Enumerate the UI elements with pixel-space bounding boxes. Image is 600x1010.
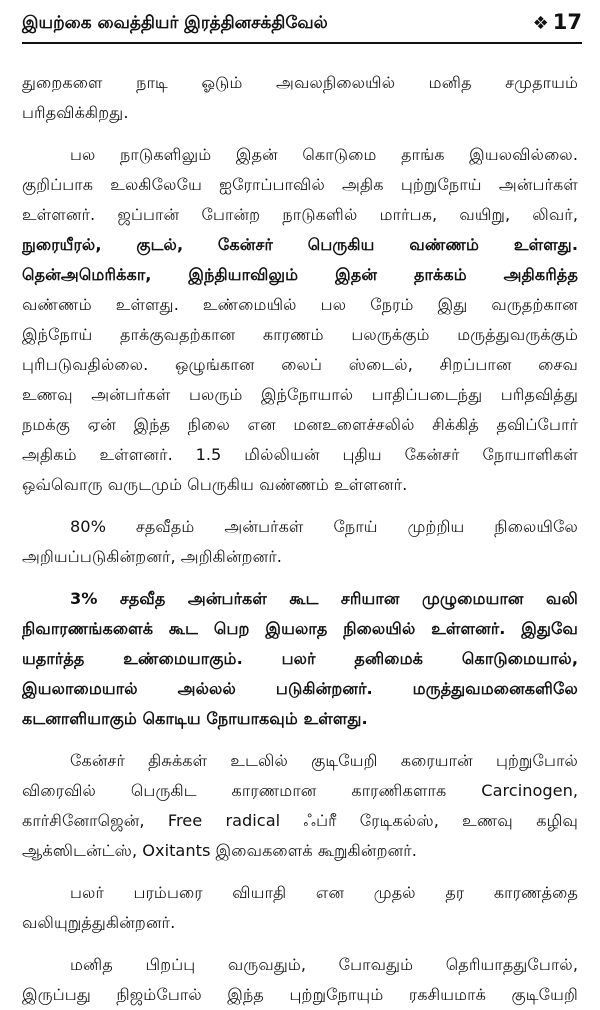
text-line: இந்நோய் தாக்குவதற்கான காரணம் பலருக்கும் மருத்துவருக்கும்: [22, 325, 578, 344]
text-line: நிவாரணங்களைக் கூட பெற இயலாத நிலையில் உள்ளனர். இதுவே: [22, 619, 578, 638]
page-number-block: [533, 10, 582, 34]
text-line: குறிப்பாக உலகிலேயே ஐரோப்பாவில் அதிக புற்றுநோய் அன்பர்கள்: [22, 175, 578, 194]
paragraph: [22, 512, 578, 572]
text-line: கார்சினோஜென், Free radical ஃப்ரீ ரேடிகல்ஸ், உணவு கழிவு: [22, 811, 578, 830]
body-text: [22, 68, 578, 1010]
text-line: 80% சதவீதம் அன்பர்கள் நோய் முற்றிய நிலையிலே: [70, 517, 578, 536]
text-line: மனித பிறப்பு வருவதும், போவதும் தெரியாததுபோல்,: [70, 955, 578, 974]
text-line: துறைகளை நாடி ஓடும் அவலநிலையில் மனித சமுதாயம்: [22, 73, 578, 92]
text-line: விரைவில் பெருகிட காரணமான காரணிகளாக Carcinogen,: [22, 781, 578, 800]
text-line: இருப்பது நிஜம்போல் இந்த புற்றுநோயும் ரகசியமாக் குடியேறி: [22, 985, 578, 1004]
text-line: வண்ணம் உள்ளது. உண்மையில் பல நேரம் இது வருதற்கான: [22, 295, 578, 314]
text-line: கடனாளியாகும் கொடிய நோயாகவும் உள்ளது.: [22, 709, 368, 728]
text-line: அதிகம் உள்ளனர். 1.5 மில்லியன் புதிய கேன்சர் நோயாளிகள்: [22, 445, 578, 464]
text-line: இயலாமையால் அல்லல் படுகின்றனர். மருத்துவமனைகளிலே: [22, 679, 578, 698]
text-line: அறியப்படுகின்றனர், அறிகின்றனர்.: [22, 547, 282, 566]
text-line: நுரையீரல், குடல், கேன்சர் பெருகிய வண்ணம் உள்ளது.: [22, 235, 578, 254]
text-line: கேன்சர் திசுக்கள் உடலில் குடியேறி கரையான் புற்றுபோல்: [70, 751, 578, 770]
text-line: உணவு அன்பர்கள் பலரும் இந்நோயால் பாதிப்படைந்து பரிதவித்து: [22, 385, 578, 404]
text-line: நமக்கு ஏன் இந்த நிலை என மனஉளைச்சலில் சிக்கித் தவிப்போர்: [22, 415, 578, 434]
text-line: ஆக்ஸிடன்ட்ஸ், Oxitants இவைகளைக் கூறுகின்றனர்.: [22, 841, 417, 860]
text-line: பல நாடுகளிலும் இதன் கொடுமை தாங்க இயலவில்லை.: [70, 145, 578, 164]
text-line: யதார்த்த உண்மையாகும். பலர் தனிமைக் கொடுமையால்,: [22, 649, 578, 668]
paragraph: [22, 140, 578, 500]
ornament-icon: ❖: [532, 13, 549, 34]
paragraph: [22, 878, 578, 938]
running-title: இயற்கை வைத்தியர் இரத்தினசக்திவேல்: [22, 13, 328, 33]
paragraph: [22, 746, 578, 866]
page-number: 17: [552, 10, 582, 34]
text-line: 3% சதவீத அன்பர்கள் கூட சரியான முழுமையான வலி: [70, 589, 578, 608]
text-line: வலியுறுத்துகின்றனர்.: [22, 913, 176, 932]
paragraph: [22, 950, 578, 1010]
paragraph: [22, 584, 578, 734]
text-line: உள்ளனர். ஜப்பான் போன்ற நாடுகளில் மார்பக, வயிறு, லிவர்,: [22, 205, 578, 224]
text-line: பலர் பரம்பரை வியாதி என முதல் தர காரணத்தை: [70, 883, 578, 902]
paragraph: [22, 68, 578, 128]
text-line: புரிபடுவதில்லை. ஒழுங்கான லைப் ஸ்டைல், சிறப்பான சைவ: [22, 355, 578, 374]
text-line: ஒவ்வொரு வருடமும் பெருகிய வண்ணம் உள்ளனர்.: [22, 475, 408, 494]
text-line: பரிதவிக்கிறது.: [22, 103, 129, 122]
page-header: [22, 6, 582, 44]
text-line: தென்அமெரிக்கா, இந்தியாவிலும் இதன் தாக்கம் அதிகரித்த: [22, 265, 578, 284]
